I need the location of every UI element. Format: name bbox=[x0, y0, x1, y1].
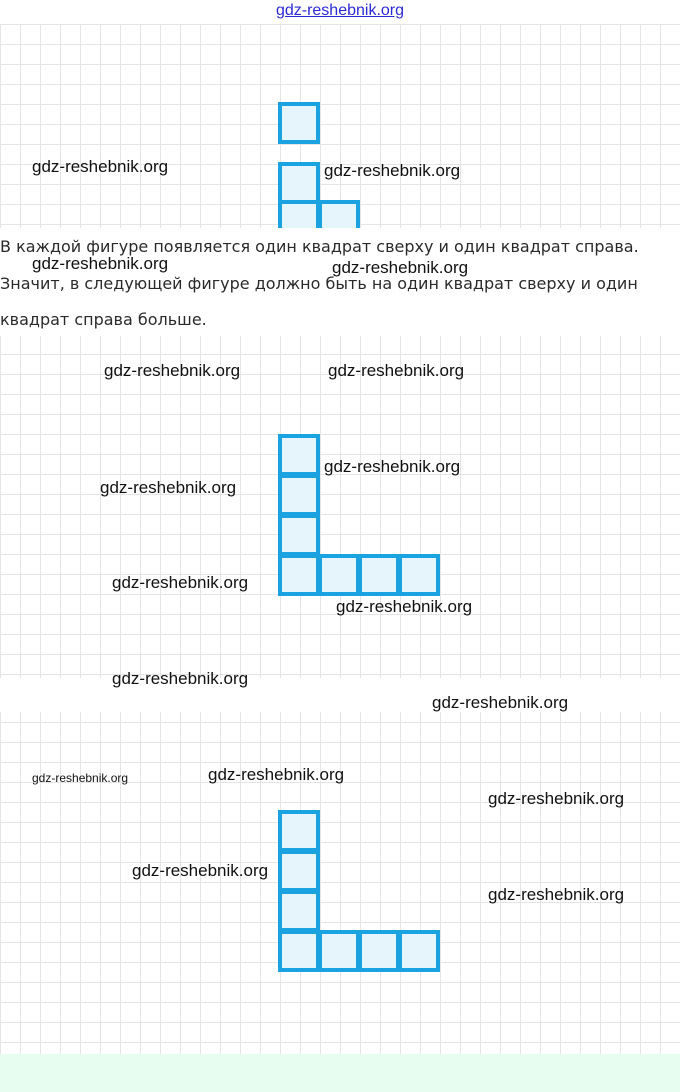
square-cell bbox=[278, 102, 320, 144]
square-cell bbox=[278, 890, 320, 932]
explanation-line-3: квадрат справа больше. bbox=[0, 310, 207, 329]
square-cell bbox=[318, 200, 360, 228]
square-cell bbox=[398, 554, 440, 596]
watermark-text: gdz-reshebnik.org bbox=[100, 478, 237, 497]
watermark-text: gdz-reshebnik.org bbox=[112, 573, 249, 592]
square-cell bbox=[398, 930, 440, 972]
grid-panel-next-figure bbox=[0, 336, 680, 678]
square-cell bbox=[278, 930, 320, 972]
watermark-text: gdz-reshebnik.org bbox=[488, 885, 625, 904]
square-cell bbox=[278, 514, 320, 556]
watermark-text: gdz-reshebnik.org bbox=[104, 361, 241, 380]
square-cell bbox=[278, 162, 320, 204]
square-cell bbox=[318, 554, 360, 596]
watermark-text: gdz-reshebnik.org bbox=[432, 693, 569, 712]
watermark-text: gdz-reshebnik.org bbox=[132, 861, 269, 880]
square-cell bbox=[278, 434, 320, 476]
square-cell bbox=[358, 554, 400, 596]
site-link[interactable]: gdz-reshebnik.org bbox=[275, 2, 405, 19]
square-cell bbox=[278, 554, 320, 596]
grid-panel-previous-figure bbox=[0, 24, 680, 228]
square-cell bbox=[278, 850, 320, 892]
grid-panel-answer-figure bbox=[0, 712, 680, 1054]
watermark-text: gdz-reshebnik.org bbox=[328, 361, 465, 380]
watermark-text: gdz-reshebnik.org bbox=[332, 258, 469, 277]
watermark-text: gdz-reshebnik.org bbox=[324, 161, 461, 180]
square-cell bbox=[278, 200, 320, 228]
footer-bar bbox=[0, 1054, 680, 1092]
watermark-text: gdz-reshebnik.org bbox=[112, 669, 249, 688]
square-cell bbox=[278, 474, 320, 516]
square-cell bbox=[358, 930, 400, 972]
watermark-text: gdz-reshebnik.org bbox=[336, 597, 473, 616]
watermark-text: gdz-reshebnik.org bbox=[324, 457, 461, 476]
watermark-text: gdz-reshebnik.org bbox=[208, 765, 345, 784]
watermark-text: gdz-reshebnik.org bbox=[32, 254, 169, 273]
watermark-text: gdz-reshebnik.org bbox=[488, 789, 625, 808]
explanation-line-1: В каждой фигуре появляется один квадрат сверху и один квадрат справа. bbox=[0, 237, 639, 256]
watermark-text: gdz-reshebnik.org bbox=[32, 157, 169, 176]
square-cell bbox=[318, 930, 360, 972]
watermark-text: gdz-reshebnik.org bbox=[32, 771, 129, 785]
square-cell bbox=[278, 810, 320, 852]
explanation-line-2: Значит, в следующей фигуре должно быть на один квадрат сверху и один bbox=[0, 274, 638, 293]
